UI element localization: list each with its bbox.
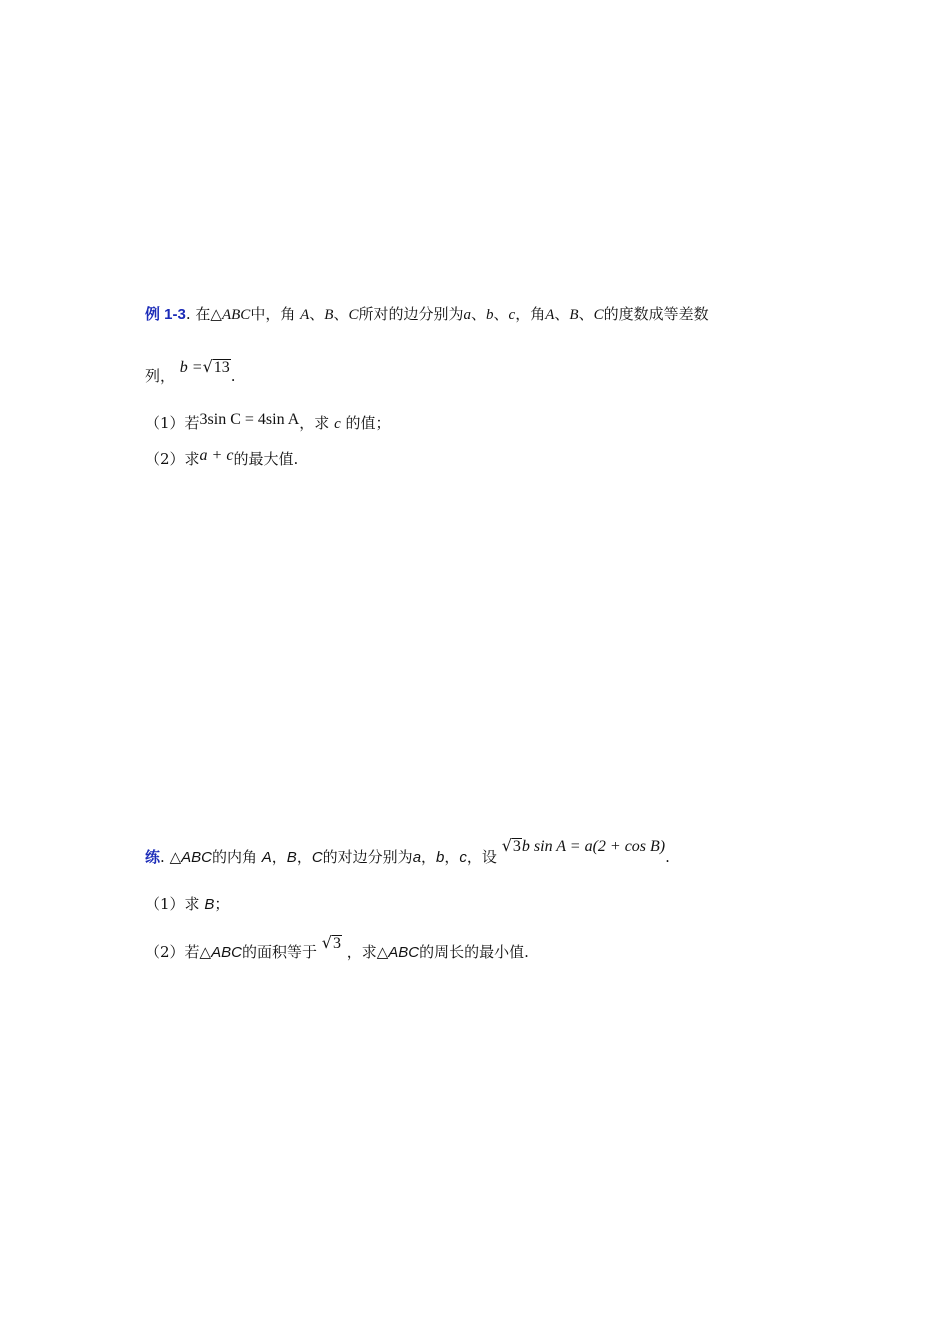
- formula-a-plus-c: a + c: [199, 447, 234, 464]
- sqrt-symbol: √3: [501, 836, 521, 855]
- example-line-1: 例 1-3. 在△ABC中，角 A、B、C所对的边分别为a、b、c，角A、B、C的度数成等差数: [145, 305, 709, 323]
- example-label: 例 1-3: [145, 306, 186, 323]
- sqrt-symbol: √3: [321, 933, 341, 952]
- example-question-1: （1）若3sin C = 4sin A，求 c 的值；: [145, 411, 391, 432]
- practice-question-1: （1）求 B；: [145, 895, 230, 913]
- practice-line-1: 练. △ABC的内角 A，B，C的对边分别为a，b，c，设 √3b sin A = a(2 + cos B).: [145, 836, 670, 866]
- triangle-abc: ABC: [221, 307, 251, 323]
- formula-3sinC-4sinA: 3sin C = 4sin A: [199, 411, 300, 428]
- practice-question-2: （2）若△ABC的面积等于 √3 ，求△ABC的周长的最小值.: [145, 933, 529, 961]
- sqrt-symbol: √13: [202, 357, 230, 376]
- sqrt-3-area: [322, 933, 342, 954]
- practice-label: 练: [145, 849, 161, 866]
- formula-sqrt3-bsinA: √3b sin A = a(2 + cos B): [501, 836, 666, 855]
- example-line-2: 列， b =√13.: [145, 357, 236, 385]
- b-equals-sqrt-13: b =√13: [179, 357, 230, 376]
- example-question-2: （2）求a + c的最大值.: [145, 447, 299, 468]
